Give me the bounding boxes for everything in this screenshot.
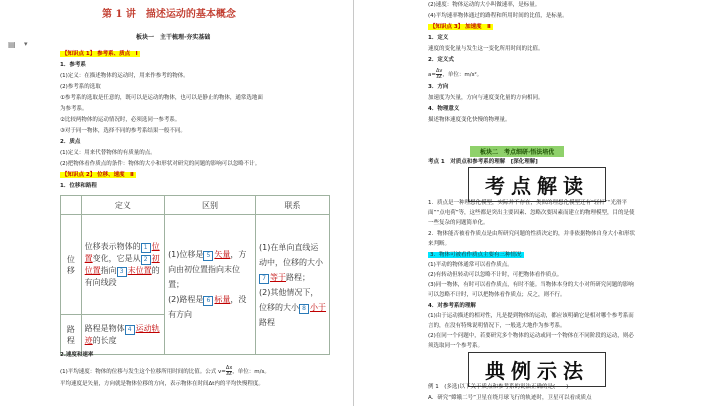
text-line: 为参考系。: [60, 106, 88, 112]
text-line: 来判断。: [428, 241, 451, 247]
section-banner: 板块二 考点细研·悟法培优: [470, 146, 564, 157]
text-line: (2)速度：物体运动的大小叫做速率，是标量。: [428, 2, 541, 8]
table-header: 联系: [256, 196, 330, 215]
knowledge-point-label: 【知识点 2】 位移、速度 Ⅱ: [62, 172, 134, 178]
page-right: [368, 0, 668, 406]
text-line: (1)定义：用来代替物体的有质量的点。: [60, 150, 156, 156]
page-left: [40, 0, 340, 406]
text-line: ①参考系的选取是任意的，既可以是运动的物体，也可以是静止的物体，通常选地面: [60, 95, 263, 101]
table-header: 区别: [165, 196, 256, 215]
chevron-down-icon[interactable]: ▾: [24, 40, 28, 48]
text-line: 4．物理意义: [428, 106, 460, 112]
text-line: 1．质点是一种理想化模型，实际并不存在，类似的理想化模型还有“轻杆”“光滑平: [428, 200, 628, 206]
text-line: (2)在同一个问题中，若要研究多个物体的运动或同一个物体在不同阶段的运动，则必: [428, 333, 634, 339]
table-cell: (1)位移是 5 矢量，方向由初位置指向末位置； (2)路程是 6 标量，没有方向: [165, 215, 256, 355]
text-line: 描述物体速度变化快慢的物理量。: [428, 117, 511, 123]
row-label: 路程: [61, 315, 82, 355]
text-line: (1)平动的物体通常可以看作质点。: [428, 262, 513, 268]
page-gap-divider: [353, 0, 354, 406]
text-line: (2)有转动但转动可以忽略不计时，可把物体看作质点。: [428, 272, 563, 278]
section-heading-box: 考点解读: [468, 167, 606, 202]
text-line: (2)参考系的选取: [60, 84, 101, 90]
text-line: 1．定义: [428, 35, 449, 41]
table-cell: 路程是物体 4 运动轨迹的长度: [81, 315, 164, 355]
text-line: 可以忽略不计时，可以把物体看作质点；反之，则不行。: [428, 292, 566, 298]
table-cell: 位移表示物体的 1 位置变化，它是从 2 初位置指向 3 末位置的有向线段: [81, 215, 164, 315]
lesson-title: 第 1 讲 描述运动的基本概念: [102, 9, 236, 20]
row-label: 位移: [61, 215, 82, 315]
text-line: a= $\frac{\Delta v}{\Delta t}$，单位：m/s²。: [428, 68, 483, 80]
text-line: 速度的变化量与发生这一变化所用时间的比值。: [428, 46, 544, 52]
text-line: 2．质点: [60, 139, 81, 145]
text-line: ③对于同一物体，选择不同的参考系结果一般不同。: [60, 128, 186, 134]
text-line: (1)定义：在描述物体的运动时，用来作参考的物体。: [60, 73, 189, 79]
table-cell: (1)在单向直线运动中，位移的大小7 等于路程； (2)其他情况下，位移的大小 8 小于路程: [256, 215, 330, 355]
text-line: (3)同一物体，有时可以看作质点，有时不能。当物体本身的大小对所研究问题的影响: [428, 282, 634, 288]
displacement-distance-table: [60, 195, 330, 355]
knowledge-point-label: 【知识点 3】 加速度 Ⅱ: [430, 24, 491, 30]
section-heading-box: 典例示法: [468, 352, 606, 387]
knowledge-point-label: 【知识点 1】 参考系、质点 Ⅰ: [62, 51, 138, 57]
highlighted-text: 3．物体可被看作质点主要有三种情况: [430, 252, 522, 258]
text-line: 平均速度是矢量，方向就是物体位移的方向，表示物体在时间Δt内的平均快慢程度。: [60, 381, 264, 387]
text-line: 2．物体能否被看作质点是由所研究问题的性质决定的，并非依据物体自身大小和形状: [428, 231, 636, 237]
text-line: 1．参考系: [60, 62, 86, 68]
document-outline-icon[interactable]: ▤: [8, 40, 16, 49]
text-line: 言的，在没有特殊说明情况下，一般选大地作为参考系。: [428, 323, 566, 329]
text-line: ②比较两物体的运动情况时，必须选同一参考系。: [60, 117, 181, 123]
text-line: 一些复杂的问题简单化。: [428, 220, 489, 226]
text-line: 4．对参考系的理解: [428, 303, 476, 309]
text-line: (4)平均速率物体通过的路程和所用时间的比值，是标量。: [428, 13, 568, 19]
text-line: 加速度为矢量，方向与速度变化量的方向相同。: [428, 95, 544, 101]
text-line: 2．定义式: [428, 57, 454, 63]
table-header: 定义: [81, 196, 164, 215]
module-heading: 板块一 主干梳理·夯实基础: [136, 34, 211, 41]
text-line: (1)由于运动描述的相对性，凡是提到物体的运动，都应该明确它是相对哪个参考系而: [428, 313, 634, 319]
text-line: A．研究“嫦娥二号”卫星在绕月球飞行的轨迹时，卫星可以看成质点: [428, 395, 592, 401]
text-line: 须选取同一个参考系。: [428, 343, 484, 349]
text-line: 2.速度和速率: [60, 352, 94, 358]
text-line: 3．方向: [428, 84, 449, 90]
text-line: 1．位移和路程: [60, 183, 97, 189]
text-line: (1)平均速度：物体的位移与发生这个位移所用时间的比值。公式 v= $\frac{\Delta x}{\Delta t}$，单位：m/s。: [60, 365, 270, 377]
text-line: (2)把物体看作质点的条件：物体的大小和形状对研究的问题的影响可以忽略不计。: [60, 161, 261, 167]
text-line: 考点 1 对质点和参考系的理解 [深化理解]: [428, 159, 538, 165]
text-line: 面”“点电荷”等，这些都是突出主要因素、忽略次要因素而建立的物理模型，目的是使: [428, 210, 635, 216]
text-line: 例 1 (多选)以下关于质点和参考系的说法正确的是( ): [428, 384, 569, 390]
